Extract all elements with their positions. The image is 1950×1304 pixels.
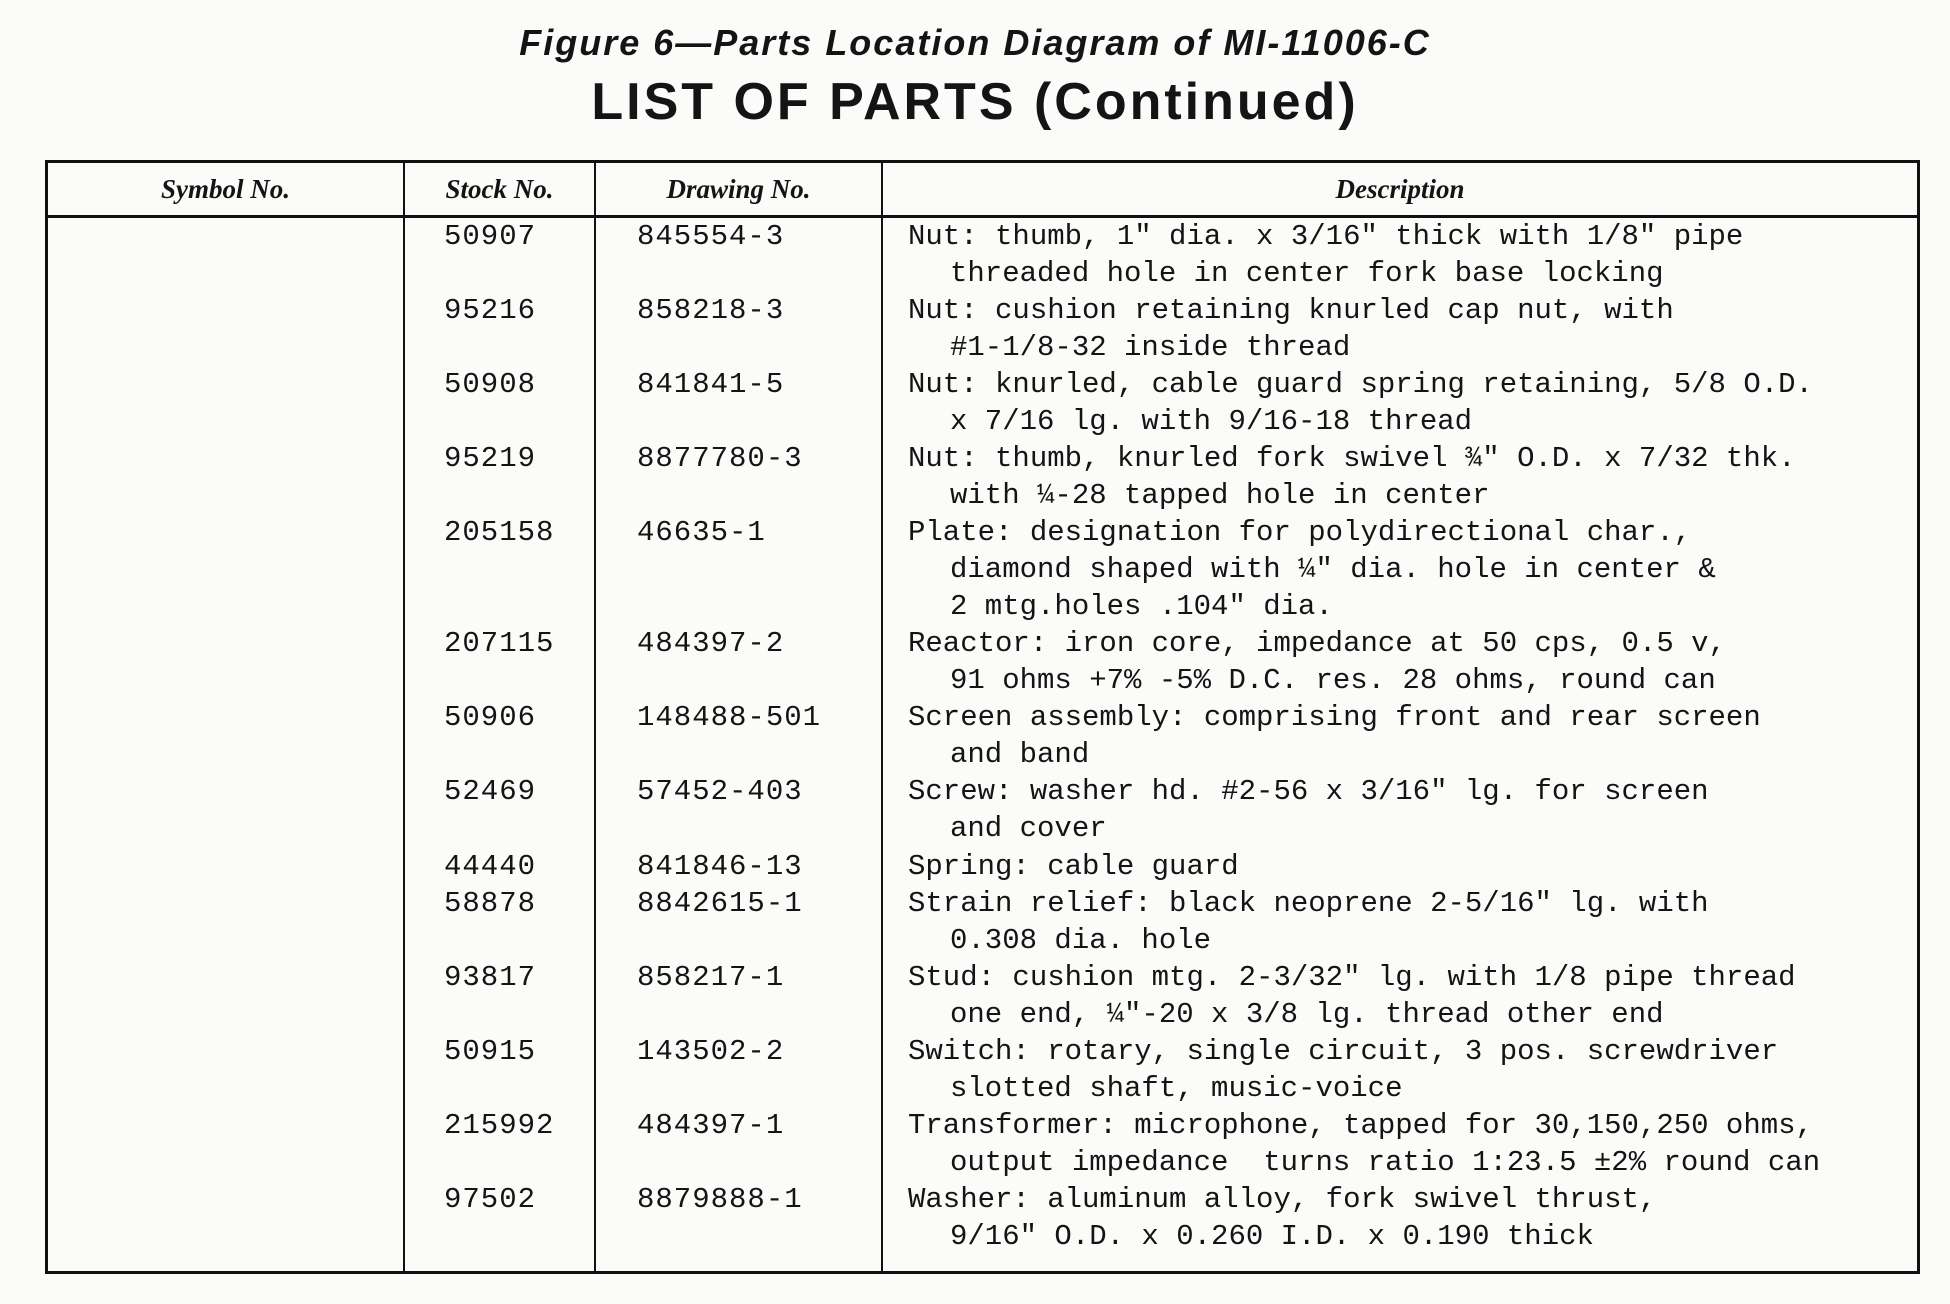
description-line: #1-1/8-32 inside thread (950, 331, 1351, 364)
drawing-no: 148488-501 (637, 701, 822, 734)
description-line: Nut: cushion retaining knurled cap nut, with (908, 294, 1674, 327)
drawing-no: 46635-1 (637, 516, 766, 549)
description-line: Nut: knurled, cable guard spring retaining, 5/8 O.D. (908, 368, 1813, 401)
description-line: diamond shaped with ¼" dia. hole in center & (950, 553, 1716, 586)
header-symbol-no: Symbol No. (160, 174, 290, 204)
stock-no: 93817 (444, 961, 537, 994)
description-line: slotted shaft, music-voice (950, 1072, 1403, 1105)
drawing-no: 8879888-1 (637, 1183, 803, 1216)
description (908, 1107, 1918, 1181)
stock-no: 50907 (444, 220, 537, 253)
description-line: Washer: aluminum alloy, fork swivel thrust, (908, 1183, 1657, 1216)
description-line: with ¼-28 tapped hole in center (950, 479, 1490, 512)
description-line: and cover (950, 812, 1107, 845)
parts-table (45, 160, 1920, 1274)
description-line: 2 mtg.holes .104" dia. (950, 590, 1333, 623)
description-line: Screw: washer hd. #2-56 x 3/16" lg. for screen (908, 775, 1709, 808)
description (908, 218, 1918, 292)
stock-no: 50908 (444, 368, 537, 401)
description (908, 848, 1918, 885)
description-line: Nut: thumb, knurled fork swivel ¾" O.D. x 7/32 thk. (908, 442, 1796, 475)
description (908, 959, 1918, 1033)
description-line: 91 ohms +7% -5% D.C. res. 28 ohms, round can (950, 664, 1716, 697)
drawing-no: 484397-1 (637, 1109, 785, 1142)
header-stock-no: Stock No. (445, 174, 554, 204)
description (908, 1033, 1918, 1107)
description (908, 699, 1918, 773)
description-line: Strain relief: black neoprene 2-5/16" lg. with (908, 887, 1709, 920)
description-line: output impedance turns ratio 1:23.5 ±2% round can (950, 1146, 1821, 1179)
description-line: Screen assembly: comprising front and rear screen (908, 701, 1761, 734)
drawing-no: 845554-3 (637, 220, 785, 253)
description (908, 773, 1918, 847)
stock-no: 215992 (444, 1109, 555, 1142)
stock-no: 95216 (444, 294, 537, 327)
stock-no: 52469 (444, 775, 537, 808)
description-line: Transformer: microphone, tapped for 30,150,250 ohms, (908, 1109, 1813, 1142)
description-line: 0.308 dia. hole (950, 924, 1212, 957)
description-line: Reactor: iron core, impedance at 50 cps, 0.5 v, (908, 627, 1726, 660)
column-divider-2 (594, 163, 596, 1271)
stock-no: 97502 (444, 1183, 537, 1216)
stock-no: 58878 (444, 887, 537, 920)
description (908, 1181, 1918, 1255)
description-line: x 7/16 lg. with 9/16-18 thread (950, 405, 1473, 438)
description-line: Nut: thumb, 1" dia. x 3/16" thick with 1/8" pipe (908, 220, 1744, 253)
stock-no: 95219 (444, 442, 537, 475)
header-description: Description (1335, 174, 1465, 204)
description-line: Spring: cable guard (908, 850, 1239, 883)
description-line: 9/16" O.D. x 0.260 I.D. x 0.190 thick (950, 1220, 1594, 1253)
description-line: one end, ¼"-20 x 3/8 lg. thread other end (950, 998, 1664, 1031)
list-title: LIST OF PARTS (Continued) (591, 73, 1359, 131)
stock-no: 44440 (444, 850, 537, 883)
drawing-no: 8842615-1 (637, 887, 803, 920)
drawing-no: 8877780-3 (637, 442, 803, 475)
drawing-no: 484397-2 (637, 627, 785, 660)
description (908, 440, 1918, 514)
description (908, 366, 1918, 440)
drawing-no: 143502-2 (637, 1035, 785, 1068)
column-divider-1 (403, 163, 405, 1271)
description-line: Plate: designation for polydirectional char., (908, 516, 1692, 549)
stock-no: 207115 (444, 627, 555, 660)
description (908, 625, 1918, 699)
description-line: Switch: rotary, single circuit, 3 pos. screwdriver (908, 1035, 1779, 1068)
description (908, 514, 1918, 625)
drawing-no: 57452-403 (637, 775, 803, 808)
description-line: Stud: cushion mtg. 2-3/32" lg. with 1/8 pipe thread (908, 961, 1796, 994)
stock-no: 50915 (444, 1035, 537, 1068)
description (908, 885, 1918, 959)
stock-no: 205158 (444, 516, 555, 549)
drawing-no: 858218-3 (637, 294, 785, 327)
figure-title: Figure 6—Parts Location Diagram of MI-11006-C (519, 22, 1431, 63)
drawing-no: 841841-5 (637, 368, 785, 401)
description-line: and band (950, 738, 1090, 771)
header-drawing-no: Drawing No. (666, 174, 811, 204)
stock-no: 50906 (444, 701, 537, 734)
column-divider-3 (881, 163, 883, 1271)
drawing-no: 841846-13 (637, 850, 803, 883)
description (908, 292, 1918, 366)
description-line: threaded hole in center fork base locking (950, 257, 1664, 290)
drawing-no: 858217-1 (637, 961, 785, 994)
